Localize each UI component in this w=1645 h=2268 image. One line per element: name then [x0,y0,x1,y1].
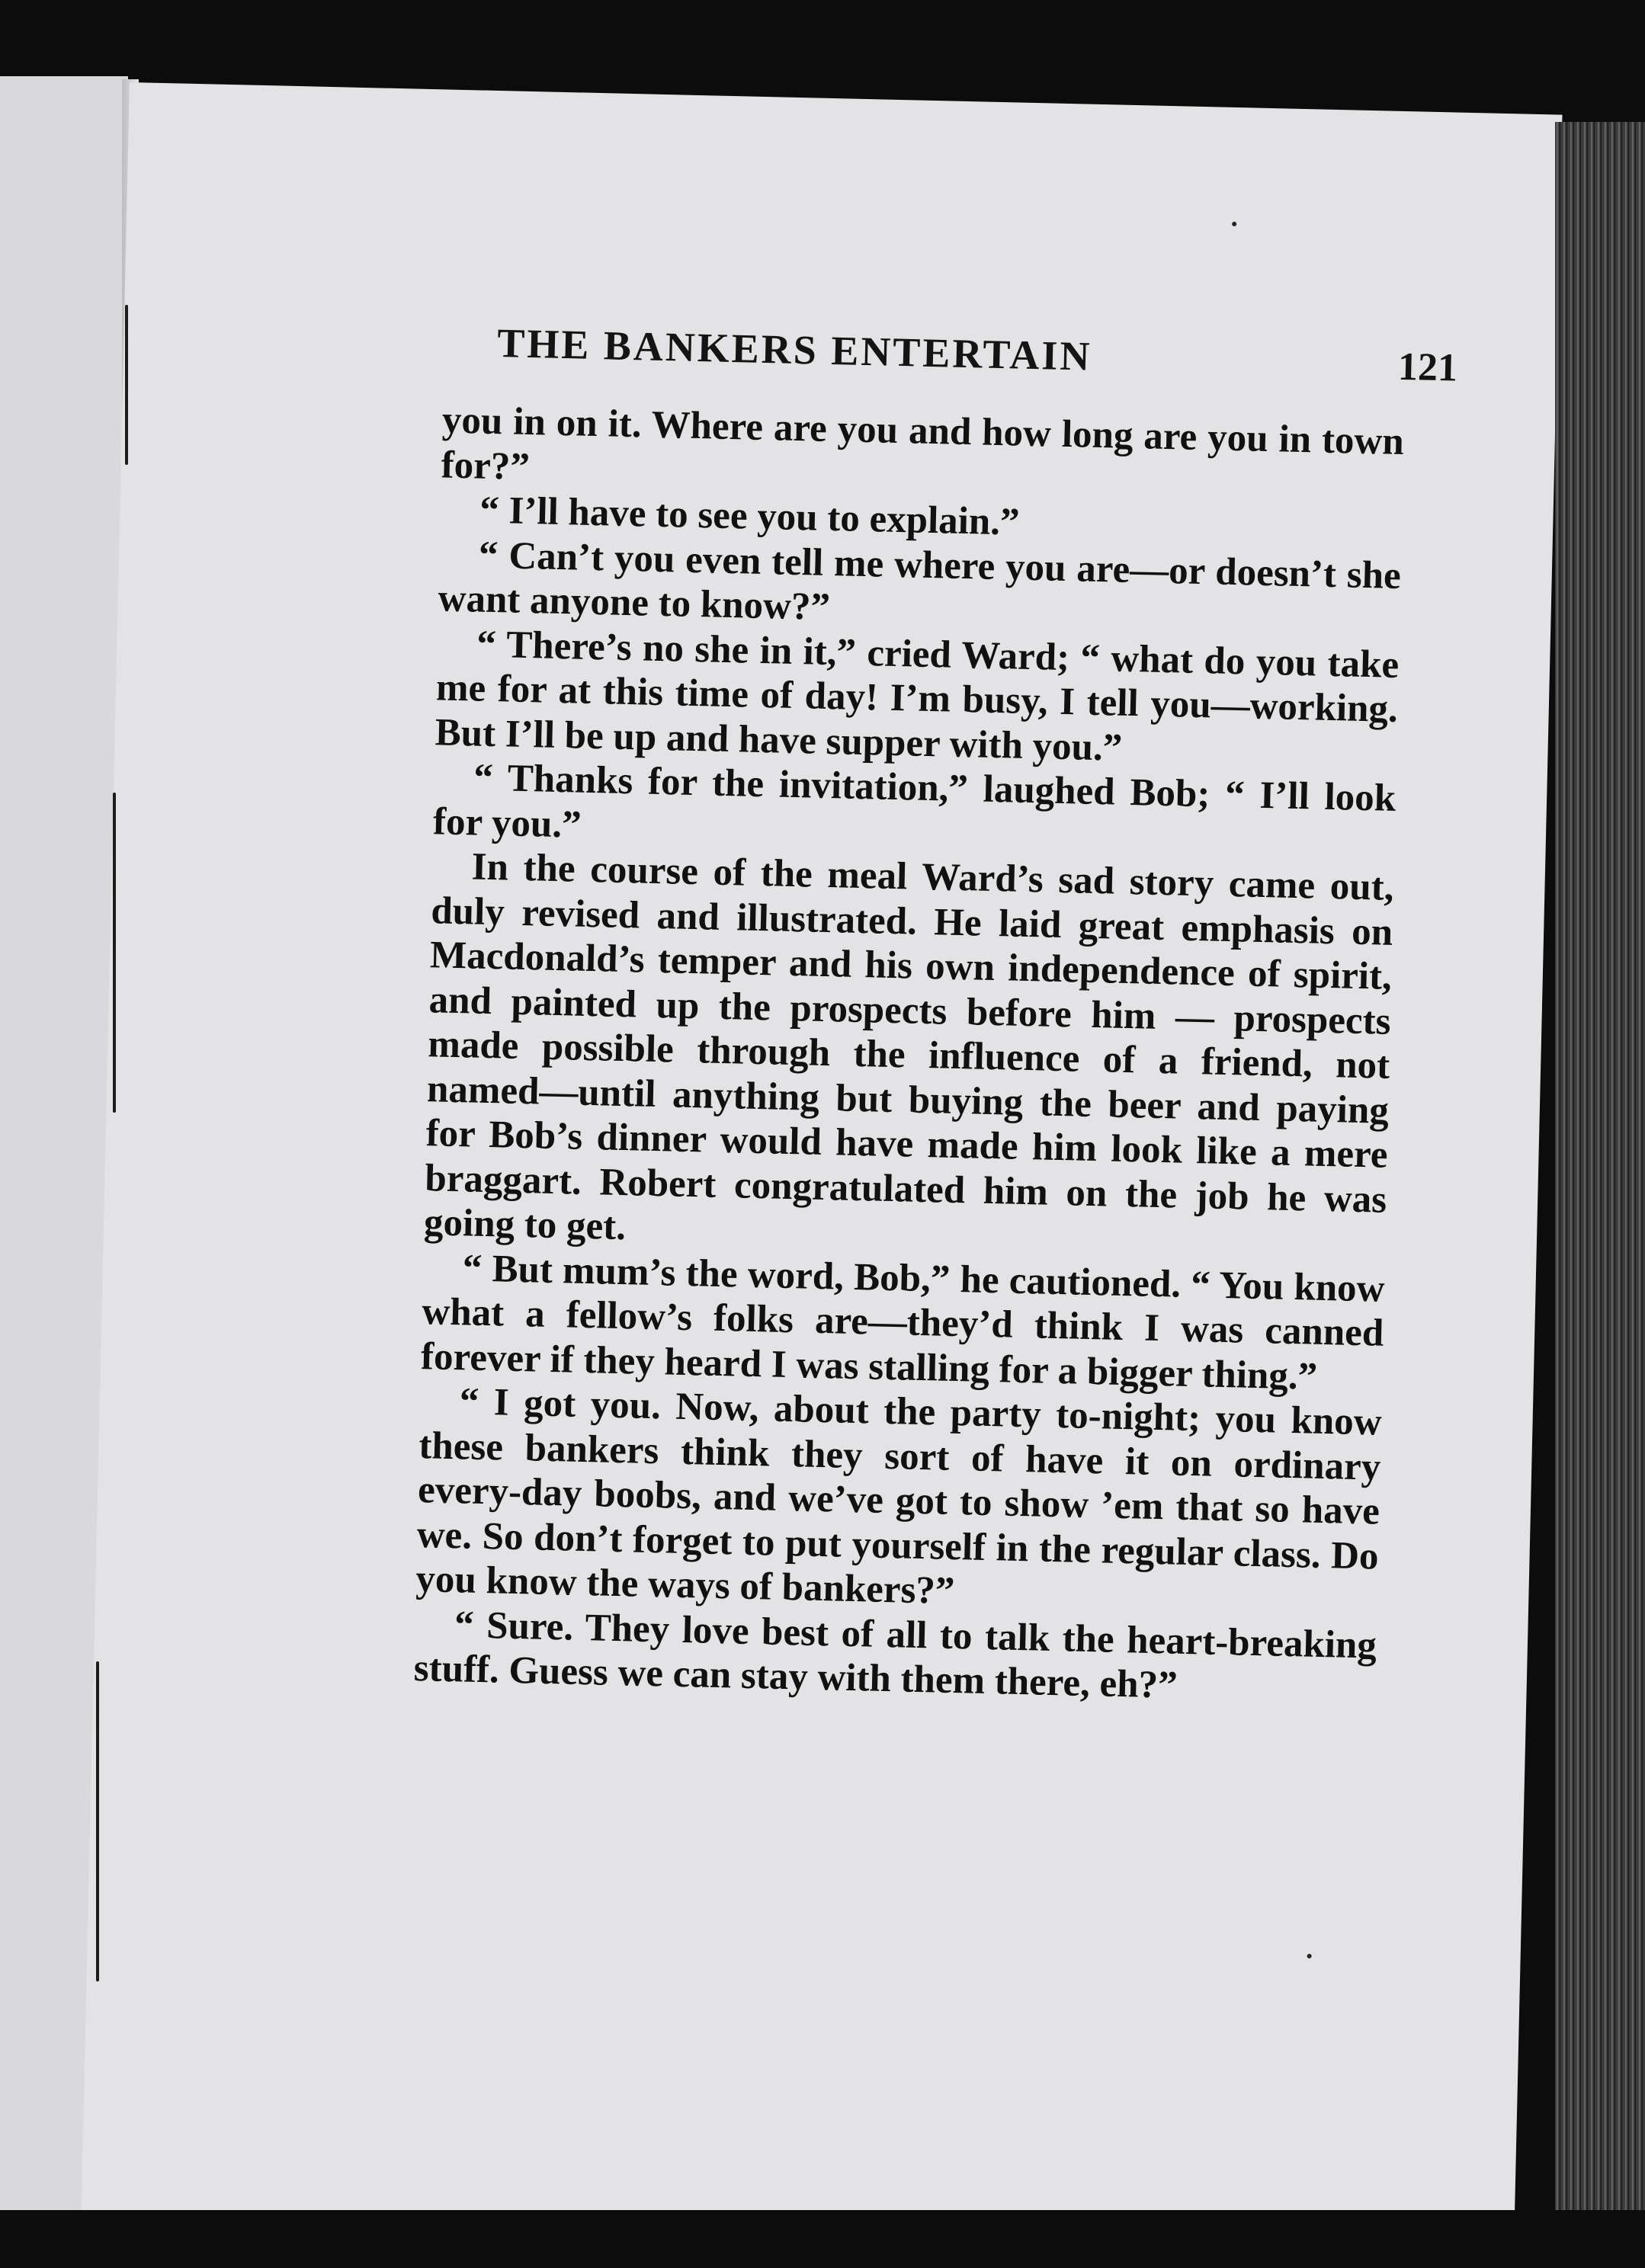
book-page [81,82,1562,2248]
binding-thread-mark [125,305,128,465]
page-body [413,398,1404,1712]
paragraph: “ Can’t you even tell me where you are—or doesn’t she want anyone to know?” [438,533,1402,629]
page-number: 121 [1397,344,1458,390]
paragraph: In the course of the meal Ward’s sad story came out, duly revised and illustrated. He laid great emphasis on Macdonald’s temper and his own independence of spirit, and painted up the prospects before him — prospects made possible through the influence of a friend, not named—until anything but buying the beer and paying for Bob’s dinner would have made him look like a mere braggart. Robert congratulated him on the job he was going to get. [423,845,1395,1249]
paragraph: “ But mum’s the word, Bob,” he cautioned. “ You know what a fellow’s folks are—they’d think I was canned forever if they heard I was stalling for a bigger thing.” [420,1246,1386,1398]
paragraph: you in on it. Where are you and how long are you in town for?” [441,399,1405,489]
paragraph: “ I got you. Now, about the party to-night; you know these bankers think they sort of have it on ordinary every-day boobs, and we’ve got to show ’em that so have we. So don’t forget to put yourself in the regular class. Do you know the ways of bankers?” [415,1380,1383,1613]
binding-thread-mark [113,793,116,1113]
paragraph: “ Thanks for the invitation,” laughed Bob; “ I’ll look for you.” [432,756,1396,847]
paragraph: “ I’ll have to see you to explain.” [479,489,1021,544]
page-edges-right [1555,122,1645,2233]
paragraph: “ Sure. They love best of all to talk the heart-breaking stuff. Guess we can stay with them there, eh?” [413,1603,1377,1707]
scan-bottom-border [0,2210,1645,2268]
paper-speck [1307,1954,1312,1959]
paper-speck [1232,222,1236,226]
binding-thread-mark [96,1661,99,1981]
running-title: THE BANKERS ENTERTAIN [496,320,1093,380]
paragraph: “ There’s no she in it,” cried Ward; “ what do you take me for at this time of day! I’m busy, I tell you—working. But I’ll be up and have supper with you.” [434,623,1400,770]
page-header [496,319,1457,402]
